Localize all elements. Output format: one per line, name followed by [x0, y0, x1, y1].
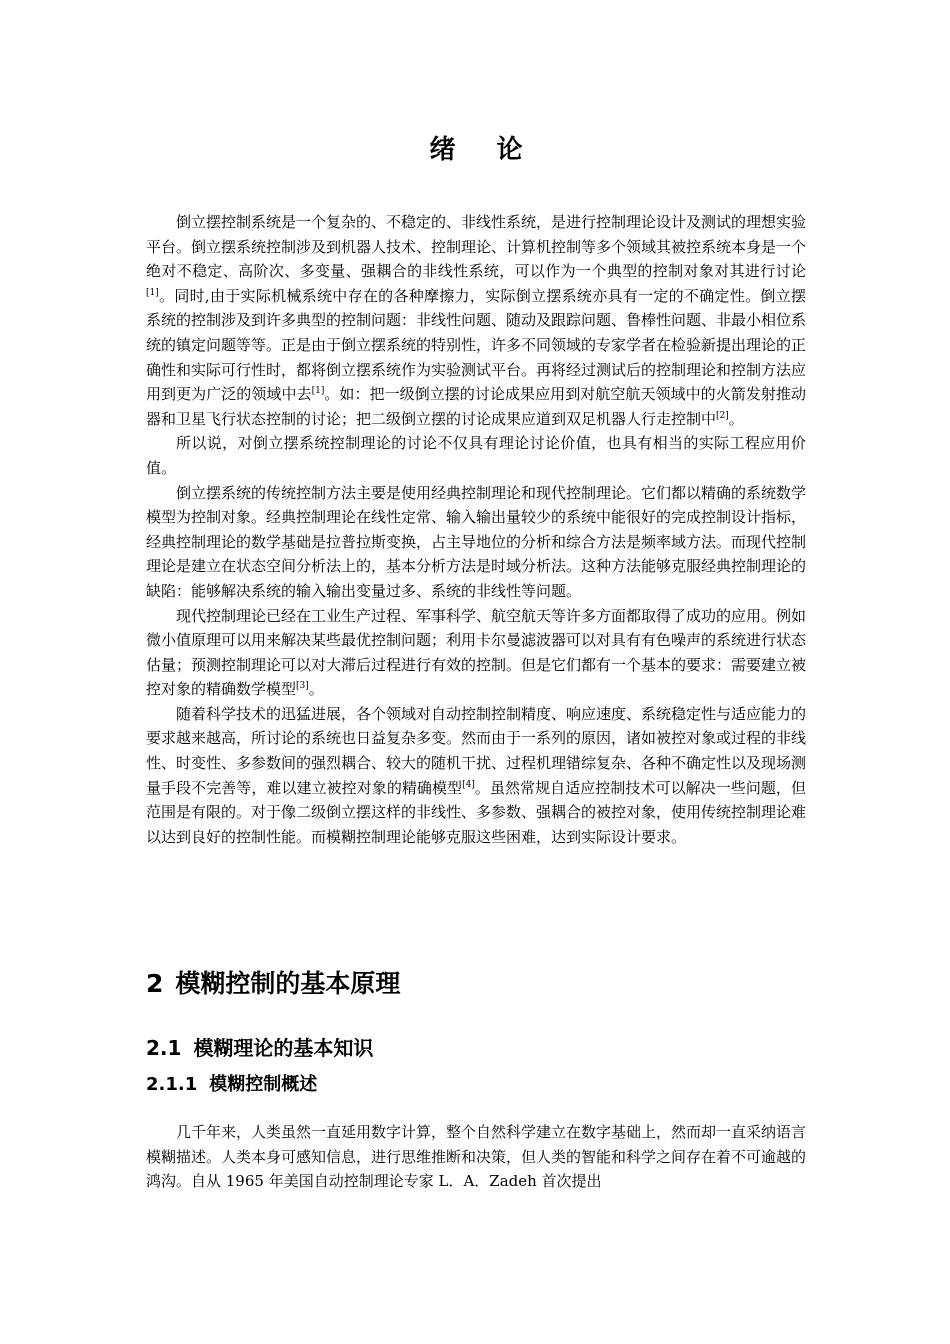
page-title: 绪 论 [429, 135, 539, 165]
paragraph-modern-control [146, 604, 806, 702]
text-run: 随着科学技术的迅猛进展，各个领域对自动控制控制精度、响应速度、系统稳定性与适应能力的要求越来越高，所讨论的系统也日益复杂多变。然而由于一系列的原因，诸如被控对象或过程的非线性、时变性、多参数间的强烈耦合、较大的随机干扰、过程机理错综复杂、各种不确定性以及现场测量手段不完善等，难以建立被控对象的精确模型 [146, 704, 807, 797]
paragraph-fuzzy-history [146, 1120, 806, 1194]
text-run: 几千年来，人类虽然一直延用数字计算，整个自然科学建立在数字基础上，然而却一直采纳语言模糊描述。人类本身可感知信息，进行思维推断和决策，但人类的智能和科学之间存在着不可逾越的鸿沟。自从 1965 年美国自动控制理论专家 L．A．Zadeh 首次提出 [146, 1123, 807, 1191]
paragraph-engineering-value [146, 431, 806, 480]
subsection-title: 模糊理论的基本知识 [193, 1036, 374, 1060]
subsection-number: 2.1 [146, 1036, 182, 1060]
citation-ref: [3] [296, 681, 309, 692]
subsubsection-title: 模糊控制概述 [209, 1074, 318, 1095]
subsubsection-heading [146, 1070, 317, 1100]
text-run: 。 [728, 409, 744, 428]
text-run: 倒立摆系统的传统控制方法主要是使用经典控制理论和现代控制理论。它们都以精确的系统数学模型为控制对象。经典控制理论在线性定常、输入输出量较少的系统中能很好的完成控制设计指标，经典控制理论的数学基础是拉普拉斯变换，占主导地位的分析和综合方法是频率域方法。而现代控制理论是建立在状态空间分析法上的，基本分析方法是时域分析法。这种方法能够克服经典控制理论的缺陷：能够解决系统的输入输出变量过多、系统的非线性等问题。 [146, 483, 807, 600]
text-run: 现代控制理论已经在工业生产过程、军事科学、航空航天等许多方面都取得了成功的应用。例如微小值原理可以用来解决某些最优控制问题；利用卡尔曼滤波器可以对具有有色噪声的系统进行状态估量；预测控制理论可以对大滞后过程进行有效的控制。但是它们都有一个基本的要求：需要建立被控对象的精确数学模型 [146, 606, 807, 699]
section-title: 模糊控制的基本原理 [175, 969, 401, 998]
paragraph-traditional-control [146, 481, 806, 604]
paragraph-fuzzy-motivation [146, 702, 806, 850]
paragraph-inverted-pendulum-overview [146, 210, 806, 431]
fuzzy-overview-body [146, 1120, 806, 1194]
subsubsection-number: 2.1.1 [146, 1074, 198, 1095]
intro-body [146, 210, 806, 849]
citation-ref: [1] [311, 386, 325, 397]
text-run: 。同时,由于实际机械系统中存在的各种摩擦力，实际倒立摆系统亦具有一定的不确定性。倒立摆系统的控制涉及到许多典型的控制问题：非线性问题、随动及跟踪问题、鲁棒性问题、非最小相位系统的镇定问题等等。正是由于倒立摆系统的特别性，许多不同领域的专家学者在检验新提出理论的正确性和实际可行性时，都将倒立摆系统作为实验测试平台。再将经过测试后的控制理论和控制方法应用到更为广泛的领域中去 [146, 286, 807, 404]
text-run: 。 [308, 680, 324, 699]
subsection-heading [146, 1032, 373, 1064]
text-run: 倒立摆控制系统是一个复杂的、不稳定的、非线性系统，是进行控制理论设计及测试的理想实验平台。倒立摆系统控制涉及到机器人技术、控制理论、计算机控制等多个领域其被控系统本身是一个绝对不稳定、高阶次、多变量、强耦合的非线性系统，可以作为一个典型的控制对象对其进行讨论 [146, 213, 807, 281]
section-number: 2 [146, 969, 164, 998]
text-run: 。虽然常规自适应控制技术可以解决一些问题，但范围是有限的。对于像二级倒立摆这样的非线性、多参数、强耦合的被控对象，使用传统控制理论难以达到良好的控制性能。而模糊控制理论能够克服这些困难，达到实际设计要求。 [146, 778, 807, 846]
section-heading [146, 964, 400, 1004]
citation-ref: [4] [462, 779, 475, 790]
text-run: 。如：把一级倒立摆的讨论成果应用到对航空航天领域中的火箭发射推动器和卫星飞行状态控制的讨论；把二级倒立摆的讨论成果应道到双足机器人行走控制中 [146, 385, 806, 428]
citation-ref: [2] [716, 410, 729, 421]
citation-ref: [1] [146, 287, 159, 298]
text-run: 所以说，对倒立摆系统控制理论的讨论不仅具有理论讨论价值，也具有相当的实际工程应用价值。 [146, 434, 806, 477]
